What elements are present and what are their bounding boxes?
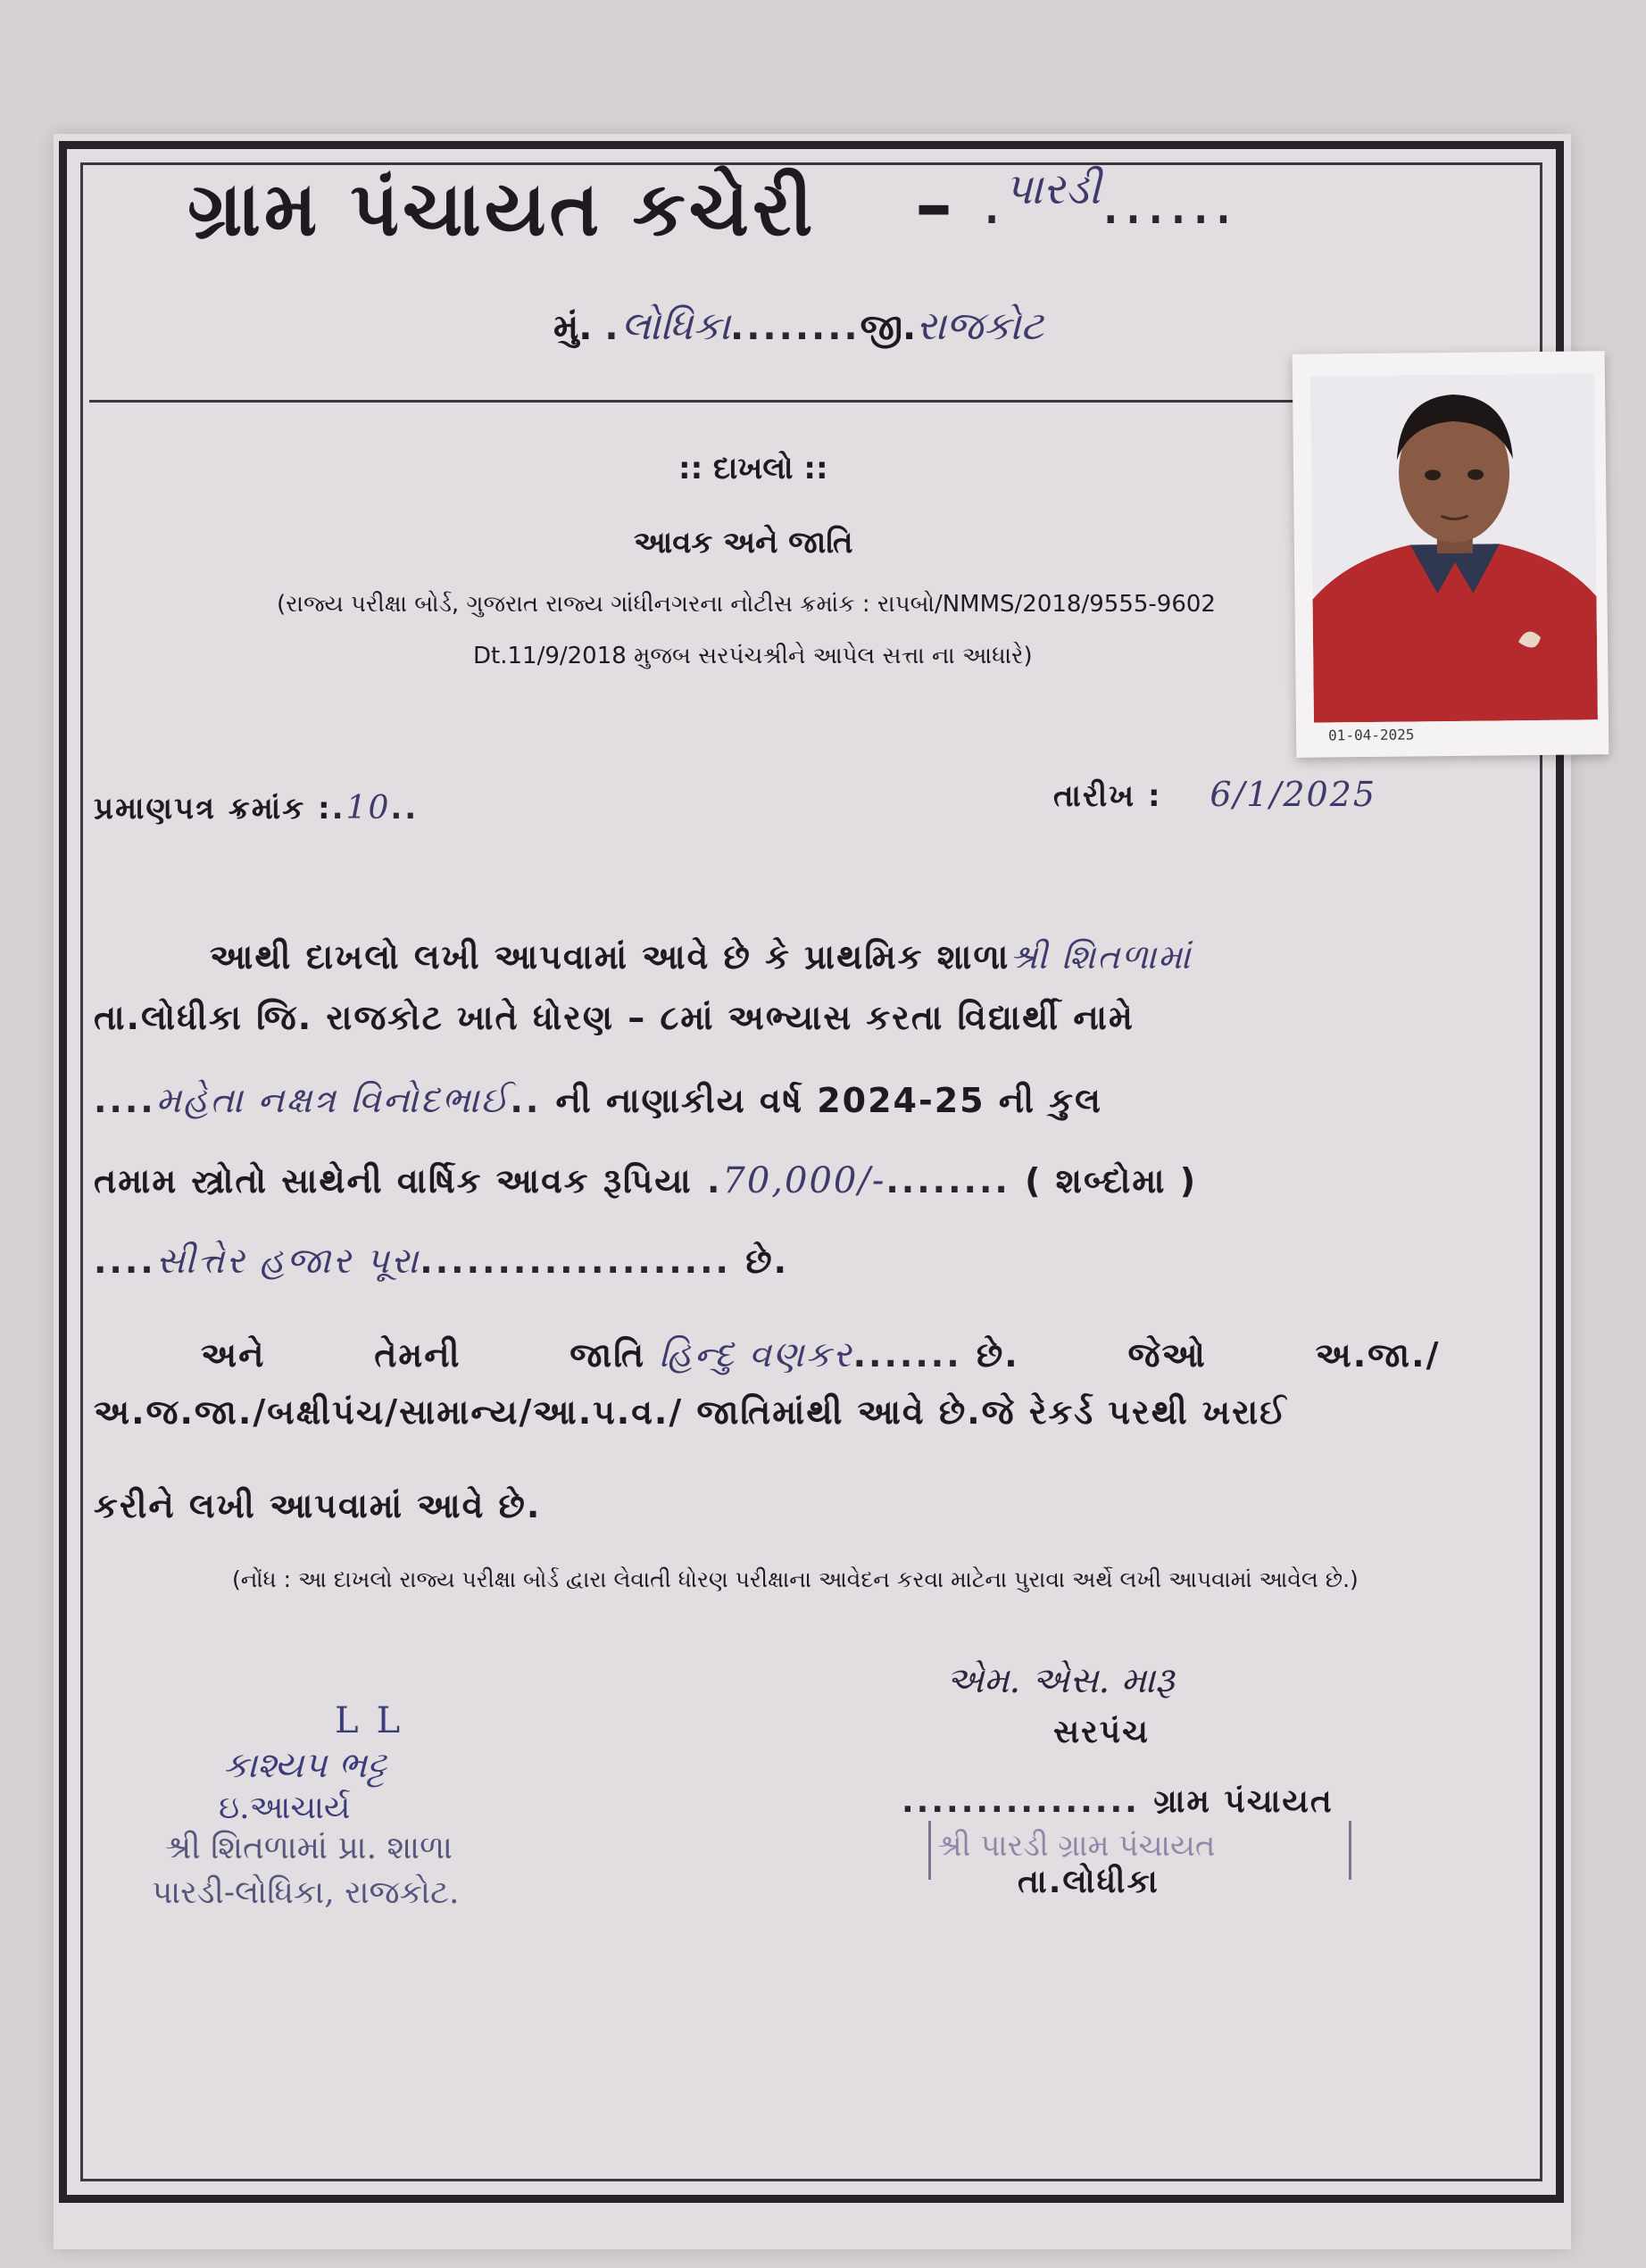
cert-dots: . <box>331 791 346 827</box>
student-name-handwritten: મહેતા નક્ષત્ર વિનોદભાઈ <box>155 1080 511 1121</box>
school-stamp-line-1: શ્રી શિતળામાં પ્રા. શાળા <box>165 1830 453 1866</box>
sub-dots-2: ........ <box>730 307 860 348</box>
certificate-number-label: પ્રમાણપત્ર ક્રમાંક : <box>94 791 332 827</box>
certificate-date-value: 6/1/2025 <box>1210 775 1377 814</box>
sub-dots: . <box>604 307 621 348</box>
district-handwritten: રાજકોટ <box>916 303 1044 349</box>
principal-signature: કાશ્યપ ભટ્ટ <box>223 1745 387 1786</box>
footnote: (નોંધ : આ દાખલો રાજ્ય પરીક્ષા બોર્ડ દ્વારા લેવાતી ધોરણ પરીક્ષાના આવેદન કરવા માટેના પુરાવા અર્થે લખી આપવામાં આવેલ છે.) <box>232 1566 1359 1592</box>
body-line-4-words-label: ( શબ્દોમા ) <box>1025 1161 1198 1200</box>
taluka-handwritten: લોધિકા <box>620 303 731 349</box>
notice-line-2: Dt.11/9/2018 મુજબ સરપંચશ્રીને આપેલ સત્તા ના આધારે) <box>473 643 1033 669</box>
photo-date-stamp: 01-04-2025 <box>1328 726 1415 744</box>
sub-address <box>553 303 1043 349</box>
title-dash: – <box>915 161 952 248</box>
student-photo-card <box>1293 351 1609 758</box>
certificate-date-row <box>1053 775 1376 814</box>
principal-initials: LL <box>335 1700 419 1741</box>
student-photo <box>1310 373 1598 722</box>
panchayat-row <box>902 1783 1334 1821</box>
body-line-5-end: છે. <box>745 1242 789 1281</box>
words-dots-2: .................... <box>420 1242 746 1281</box>
caste-dots: ....... <box>852 1335 977 1375</box>
body-line-2: તા.લોધીકા જિ. રાજકોટ ખાતે ધોરણ – ૮માં અભ્યાસ કરતા વિદ્યાર્થી નામે <box>94 998 1135 1037</box>
village-name: પારડી <box>1004 164 1101 214</box>
body-line-8: કરીને લખી આપવામાં આવે છે. <box>94 1486 542 1525</box>
body-line-7: અ.જ.જા./બક્ષીપંચ/સામાન્ય/આ.પ.વ./ જાતિમાંથી આવે છે.જે રેકર્ડ પરથી ખરાઈ <box>94 1392 1288 1432</box>
certificate-heading: :: દાખલો :: <box>678 451 828 486</box>
body-line-6-end: છે. જેઓ અ.જા./ <box>976 1335 1441 1375</box>
certificate-date-label: તારીખ : <box>1053 778 1162 814</box>
panchayat-label: ગ્રામ પંચાયત <box>1153 1783 1334 1820</box>
body-line-5 <box>94 1241 788 1282</box>
income-dots-2: ........ <box>885 1161 1026 1200</box>
panchayat-dots: ................ <box>902 1783 1154 1820</box>
name-dots-2: .. <box>510 1081 556 1120</box>
words-dots: .... <box>94 1242 156 1281</box>
body-line-1-text: આથી દાખલો લખી આપવામાં આવે છે કે પ્રાથમિક શાળા <box>210 937 1010 976</box>
panchayat-stamp: શ્રી પારડી ગ્રામ પંચાયત <box>937 1828 1216 1864</box>
sarpanch-label: સરપંચ <box>1053 1714 1150 1750</box>
district-prefix: જી. <box>860 307 917 348</box>
caste-handwritten: હિન્દુ વણકર <box>659 1334 853 1375</box>
school-stamp-line-2: પારડી-લોધિકા, રાજકોટ. <box>152 1874 460 1911</box>
principal-title: ઇ.આચાર્ય <box>219 1790 351 1826</box>
certificate-subheading: આવક અને જાતિ <box>634 525 853 561</box>
body-line-4-text: તમામ સ્ત્રોતો સાથેની વાર્ષિક આવક રૂપિયા <box>94 1161 693 1200</box>
income-dots: . <box>692 1161 723 1200</box>
taluka-label: તા.લોધીકા <box>1018 1864 1160 1900</box>
certificate-number-row <box>94 790 419 827</box>
body-line-4 <box>94 1160 1197 1201</box>
name-dots: .... <box>94 1081 156 1120</box>
body-line-6-text: અને તેમની જાતિ <box>201 1335 646 1375</box>
income-handwritten: 70,000/- <box>722 1160 886 1201</box>
village-dots-trailing: ...... <box>1101 165 1236 238</box>
village-dots: . <box>982 165 1005 238</box>
header-rule <box>89 400 1446 403</box>
notice-line-1: (રાજ્ય પરીક્ષા બોર્ડ, ગુજરાત રાજ્ય ગાંધીનગરના નોટીસ ક્રમાંક : રાપબો/NMMS/2018/9555-9602 <box>277 591 1216 618</box>
sub-prefix: મું. <box>553 307 593 348</box>
school-name-handwritten: શ્રી શિતળામાં <box>1010 937 1193 976</box>
body-line-3-text: ની નાણાકીય વર્ષ 2024-25 ની કુલ <box>555 1081 1102 1120</box>
office-title: ગ્રામ પંચાયત કચેરી <box>187 165 817 253</box>
certificate-number-value: 10 <box>345 790 391 827</box>
body-line-3 <box>94 1080 1102 1121</box>
body-line-1 <box>210 937 1192 977</box>
cert-dots-2: .. <box>390 791 420 827</box>
body-line-6 <box>201 1334 1440 1375</box>
income-words-handwritten: સીત્તેર હજાર પૂરા <box>155 1241 420 1282</box>
sarpanch-signature: એમ. એસ. મારૂ <box>946 1660 1175 1701</box>
